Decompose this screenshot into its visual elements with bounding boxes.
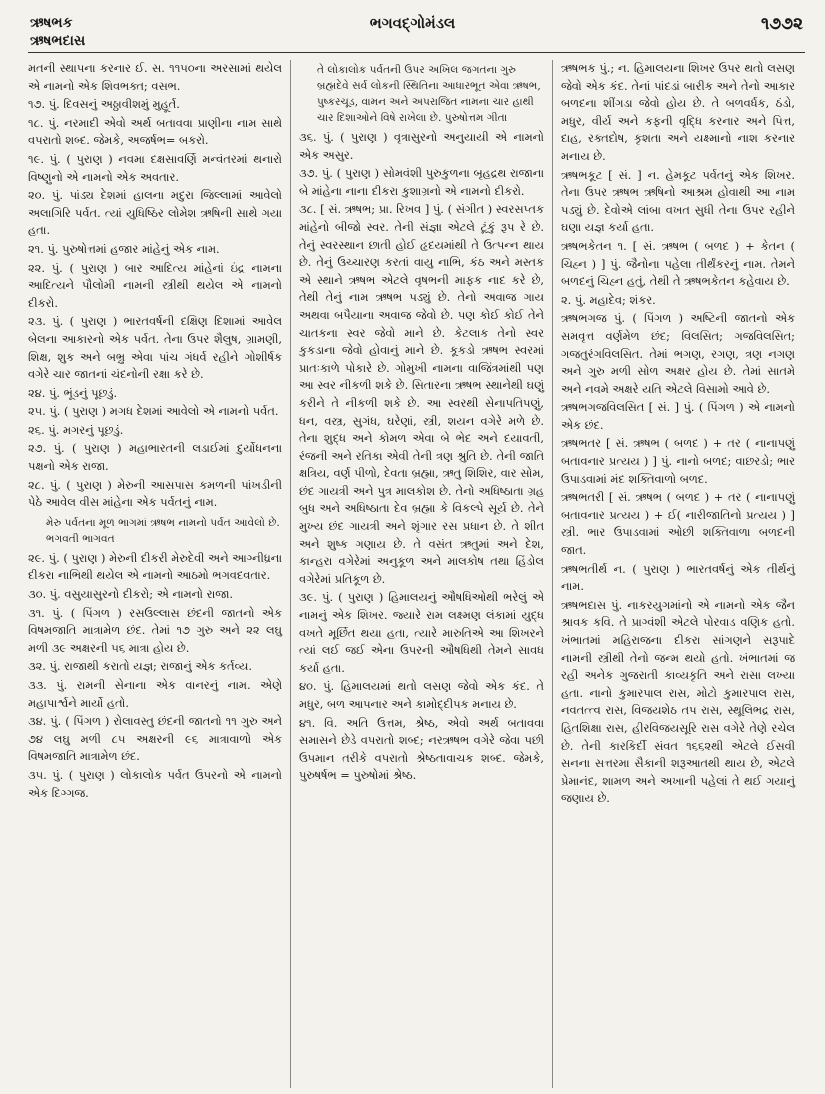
quotation: તે લોકાલોક પર્વતની ઉપર અખિલ જગતના ગુરુ બ્રહ્મદેવે સર્વ લોકની સ્થિતિના આધારભૂત એવા ઋષભ, પુષ્કરચૂડ, વામન અને અપરાજિત નામના ચાર હાથી ચાર દિશાઓને વિષે રાખેલા છે. પુરુષોત્તમ ગીતા <box>317 64 541 124</box>
dictionary-entry: ૧૭. પું. દિવસનું અઠ્ઠાવીશમું મુહૂર્ત. <box>28 97 180 112</box>
header-rule <box>28 52 805 53</box>
dictionary-entry: ઋષભતર [ સં. ઋષભ ( બળદ ) + તર ( નાનાપણું બતાવનાર પ્રત્યય ) ] પું. નાનો બળદ; વાછરડો; ભાર ઉપાડવામાં મંદ શક્તિવાળો બળદ. <box>561 436 795 486</box>
dictionary-entry: ૨૭. પું. ( પુરાણ ) મહાભારતની લડાઈમાં દુર્યોધનના પક્ષનો એક રાજા. <box>28 441 282 474</box>
dictionary-entry: ઋષભગજવિલસિત [ સં. ] પું. ( પિંગળ ) એ નામનો એક છંદ. <box>561 400 795 432</box>
dictionary-entry: ૩૬. પું. ( પુરાણ ) વૃત્રાસુરનો અનુયાયી એ નામનો એક અસુર. <box>299 130 544 162</box>
dictionary-entry: ૪૧. વિ. અતિ ઉત્તમ, શ્રેષ્ઠ, એવો અર્થ બતાવવા સમાસને છેડે વપરાતો શબ્દ; નરઋષભ વગેરે જેવા પછી ઉપમાન તરીકે વપરાતો શ્રેષ્ઠતાવાચક શબ્દ. જેમકે, પુરુષર્ષભ = પુરુષોમાં શ્રેષ્ઠ. <box>299 715 544 783</box>
dictionary-entry: ૨૪. પું. ભૂંડનું પૂછડું. <box>28 385 118 400</box>
dictionary-entry: ૨૨. પું. ( પુરાણ ) બાર આદિત્ય માંહેનાં ઇંદ્ર નામના આદિત્યને પૌલોમી નામની સ્ત્રીથી થયેલ એ નામનો દીકરો. <box>28 260 282 310</box>
dictionary-entry: ઋષભતીર્થ ન. ( પુરાણ ) ભારતવર્ષનું એક તીર્થનું નામ. <box>561 561 795 594</box>
dictionary-entry: ૩૯. પું. ( પુરાણ ) હિમાલયનું ઔષધિઓથી ભરેલું એ નામનું એક શિખર. જ્યારે રામ લક્ષ્મણ લંકામાં યુદ્ધ વખતે મૂર્છિત થયા હતા, ત્યારે મારુતિએ આ શિખરને ત્યાં લઈ જઈ એના ઉપરની ઔષધિથી તેમને સાવધ કર્યા હતા. <box>299 590 544 675</box>
dictionary-entry: ૧૮. પું. નરમાદી એવો અર્થ બતાવવા પ્રાણીના નામ સાથે વપરાતો શબ્દ. જેમકે, અજર્ષભ= બકરો. <box>28 115 282 148</box>
dictionary-entry: ૩૫. પું. ( પુરાણ ) લોકાલોક પર્વત ઉપરનો એ નામનો એક દિગ્ગજ. <box>28 767 282 800</box>
dictionary-entry: ૨૧. પું. પુરુષોત્તમાં હજાર માંહેનું એક નામ. <box>28 241 220 256</box>
dictionary-entry: ૨૦. પું. પાંડ્ય દેશમાં હાલના મદુરા જિલ્લામાં આવેલો અલાગિરિ પર્વત. ત્યાં યુધિષ્ઠિર લોમેશ ઋષિની સાથે ગયા હતા. <box>28 188 282 238</box>
dictionary-entry: ૩૨. પું. રાજાથી કરાતો યજ્ઞ; રાજાનું એક કર્તવ્ય. <box>28 659 252 674</box>
dictionary-entry: ૩૩. પું. રામની સેનાના એક વાનરનું નામ. એણે મહાપાર્શ્વને માર્યો હતો. <box>28 678 282 710</box>
guide-word-first: ઋષભક <box>30 15 73 31</box>
dictionary-entry: ૩૭. પું. ( પુરાણ ) સોમવંશી પુરુકુળના બૃહદ્રથ રાજાના બે માંહેના નાના દીકરા કુશાગ્રનો એ નામનો દીકરો. <box>299 166 544 198</box>
column-1 <box>28 60 290 1088</box>
column-3 <box>552 60 803 1088</box>
dictionary-entry: ૩૧. પું. ( પિંગળ ) રસઉલ્લાસ છંદની જાતનો એક વિષમજાતિ માત્રામેળ છંદ. તેમાં ૧૭ ગુરુ અને ૨૨ લઘુ મળી ૩૯ અક્ષરની ૫૬ માત્રા હોય છે. <box>28 605 282 655</box>
column-2 <box>290 60 552 1088</box>
dictionary-entry: ઋષભકેતન ૧. [ સં. ઋષભ ( બળદ ) + કેતન ( ચિહ્ન ) ] પું. જૈનોના પહેલા તીર્થંકરનું નામ. તેમને બળદનું ચિહ્ન હતું, તેથી તે ઋષભકેતન કહેવાય છે. <box>561 238 795 289</box>
dictionary-entry: ૪૦. પું. હિમાલયમાં થતો લસણ જેવો એક કંદ. તે મધુર, બળ આપનાર અને કામોદ્દીપક મનાય છે. <box>299 679 544 711</box>
dictionary-entry: ઋષભક પું.; ન. હિમાલયના શિખર ઉપર થતો લસણ જેવો એક કંદ. તેનાં પાંદડાં બારીક અને તેનો આકાર બળદના શીંગડા જેવો હોય છે. તે બળવર્ધક, ઠંડો, મધુર, વીર્ય અને કફની વૃદ્ધિ કરનાર અને પિત્ત, દાહ, રક્તદોષ, કૃશતા અને યક્ષ્માનો નાશ કરનાર મનાય છે. <box>561 61 795 163</box>
dictionary-entry: ઋષભગજ પું. ( પિંગળ ) અષ્ટિની જાતનો એક સમવૃત્ત વર્ણમેળ છંદ; વિલસિત; ગજવિલસિત; ગજતુરંગવિલસિત. તેમાં ભગણ, રગણ, ત્રણ નગણ અને ગુરુ મળી સોળ અક્ષર હોય છે. તેમાં સાતમે અને નવમે અક્ષરે યતિ એટલે વિસામો આવે છે. <box>561 311 795 396</box>
guide-word-last: ઋષભદાસ <box>30 33 86 49</box>
dictionary-entry: મતની સ્થાપના કરનાર ઈ. સ. ૧૧૫૦ના અરસામાં થયેલ એ નામનો એક શિવભક્ત; વસભ. <box>28 61 282 93</box>
dictionary-entry: ૩૪. પું. ( પિંગળ ) રોલાવસ્તુ છંદની જાતનો ૧૧ ગુરુ અને ૭૪ લઘુ મળી ૮૫ અક્ષરની ૯૬ માત્રાવાળો એક વિષમજાતિ માત્રામેળ છંદ. <box>28 714 282 764</box>
dictionary-entry: ૨૫. પું. ( પુરાણ ) મગધ દેશમાં આવેલો એ નામનો પર્વત. <box>28 404 279 419</box>
dictionary-columns <box>28 60 803 1088</box>
dictionary-entry: ઋષભકૂટ [ સં. ] ન. હેમકૂટ પર્વતનું એક શિખર. તેના ઉપર ઋષભ ઋષિનો આશ્રમ હોવાથી આ નામ પડ્યું છે. દેવોએ લાંબા વખત સુધી તેના ઉપર રહીને ઘણા યજ્ઞ કર્યા હતા. <box>561 167 795 235</box>
dictionary-entry: ૨૬. પું. મગરનું પૂછડું. <box>28 422 124 437</box>
book-title: ભગવદ્ગોમંડલ <box>369 14 456 32</box>
dictionary-entry: ૨૮. પું. ( પુરાણ ) મેરુની આસપાસ કમળની પાંખડીની પેઠે આવેલ વીસ માંહેના એક પર્વતનું નામ. <box>28 477 282 510</box>
dictionary-entry: ૧૯. પું. ( પુરાણ ) નવમા દક્ષસાવર્ણિ મન્વંતરમાં થનારો વિષ્ણુનો એ નામનો એક અવતાર. <box>28 151 282 184</box>
dictionary-entry: ૨૯. પું. ( પુરાણ ) મેરુની દીકરી મેરુદેવી અને આગ્નીધ્રના દીકરા નાભિથી થયેલ એ નામનો આઠમો ભગવદવતાર. <box>28 550 282 583</box>
dictionary-entry: ઋષભદાસ પું. નાકરયુગમાંનો એ નામનો એક જૈન શ્રાવક કવિ. તે પ્રાગ્વંશી એટલે પોરવાડ વણિક હતો. ખંભાતમાં મહિરાજના દીકરા સાંગણને સરૂપાદે નામની સ્ત્રીથી તેનો જન્મ થયો હતો. ખંભાતમાં જ રહી અનેક ગુજરાતી કાવ્યકૃતિ અને રાસા લખ્યા હતા. નાનો કુમારપાલ રાસ, મોટો કુમારપાલ રાસ, નવતત્ત્વ રાસ, વિજયશેઠ તપ રાસ, સ્થૂલિભદ્ર રાસ, હિતશિક્ષા રાસ, હીરવિજયસૂરિ રાસ વગેરે તેણે રચેલ છે. તેની કારકિર્દી સંવત ૧૬૬૨થી એટલે ઈસવી સનના સત્તરમા સૈકાની શરૂઆતથી થાય છે, એટલે પ્રેમાનંદ, શામળ અને અખાની પહેલાં તે થઈ ગયાનું જણાય છે. <box>561 597 795 806</box>
dictionary-entry: ૩૦. પું. વસુયાસુરનો દીકરો; એ નામનો રાજા. <box>28 587 233 602</box>
dictionary-entry: ૨. પું. મહાદેવ; શંકર. <box>561 292 656 307</box>
dictionary-entry: ૨૩. પું. ( પુરાણ ) ભારતવર્ષની દક્ષિણ દિશામાં આવેલ બેલના આકારનો એક પર્વત. તેના ઉપર શૈલુષ, ગ્રામણી, શિક્ષ, શુક અને બભ્રુ એવા પાંચ ગંધર્વ રહીને ગોશીર્ષક વગેરે ચાર જાતનાં ચંદનોની રક્ષા કરે છે. <box>28 314 282 382</box>
quotation: મેરુ પર્વતના મૂળ ભાગમાં ઋષભ નામનો પર્વત આવેલો છે. ભગવતી ભાગવત <box>46 516 280 545</box>
dictionary-entry: ૩૮. [ સં. ઋષભ; પ્રા. રિખવ ] પું. ( સંગીત ) સ્વરસપ્તક માંહેનો બીજો સ્વર. તેની સંજ્ઞા એટલે ટૂંકું રૂપ રે છે. તેનું સ્વરસ્થાન છાતી હોઈ હૃદયમાંથી તે ઉત્પન્ન થાય છે. તેનું ઉચ્ચારણ કરતાં વાયુ નાભિ, કંઠ અને મસ્તક એ સ્થાને ઋષભ એટલે વૃષભની માફક નાદ કરે છે, તેથી તેનું નામ ઋષભ પડ્યું છે. તેનો અવાજ ગાય અથવા બપૈયાના અવાજ જેવો છે. પણ કોઈ કોઈ તેને ચાતકના સ્વર જેવો માને છે. કેટલાક તેનો સ્વર કુકડાના જેવો હોવાનું માને છે. કૂકડો ઋષભ સ્વરમાં પ્રાતઃકાળે પોકારે છે. ગોમુખી નામના વાજિંત્રમાંથી પણ આ સ્વર નીકળી શકે છે. સિતારના ઋષભ સ્થાનેથી ઘણું કરીને તે નીકળી શકે છે. આ સ્વરથી સેનાપતિપણું, ધન, વસ્ત્ર, સુગંધ, ઘરેણાં, સ્ત્રી, શયન વગેરે મળે છે. તેના શુદ્ધ અને કોમળ એવા બે ભેદ અને દયાવતી, રંજની અને રતિકા એવી તેની ત્રણ શ્રુતિ છે. તેની જાતિ ક્ષત્રિય, વર્ણ પીળો, દેવતા બ્રહ્મા, ઋતુ શિશિર, વાર સોમ, છંદ ગાયત્રી અને પુત્ર માલકોશ છે. તેનો અધિષ્ઠાતા ગ્રહ બુધ અને અધિષ્ઠાતા દેવ બ્રહ્મા કે વિકલ્પે સૂર્ય છે. તેને મુખ્ય છંદ ગાયત્રી અને શૃંગાર રસ પ્રધાન છે. તે શીત અને શુષ્ક ગણાય છે. તે વસંત ઋતુમાં અને દેશ, કાન્હરા વગેરેમાં અનુકૂળ અને માલકોષ તથા હિંડોલ વગેરેમાં પ્રતિકૂળ છે. <box>299 202 544 586</box>
dictionary-entry: ઋષભતરી [ સં. ઋષભ ( બળદ ) + તર ( નાનાપણું બતાવનાર પ્રત્યય ) + ઈ( નારીજાતિનો પ્રત્યય ) ] સ્ત્રી. ભાર ઉપાડવામાં ઓછી શક્તિવાળા બળદની જાત. <box>561 490 795 558</box>
page-number: ૧૭૭૨ <box>761 14 803 34</box>
page-header <box>0 0 825 58</box>
